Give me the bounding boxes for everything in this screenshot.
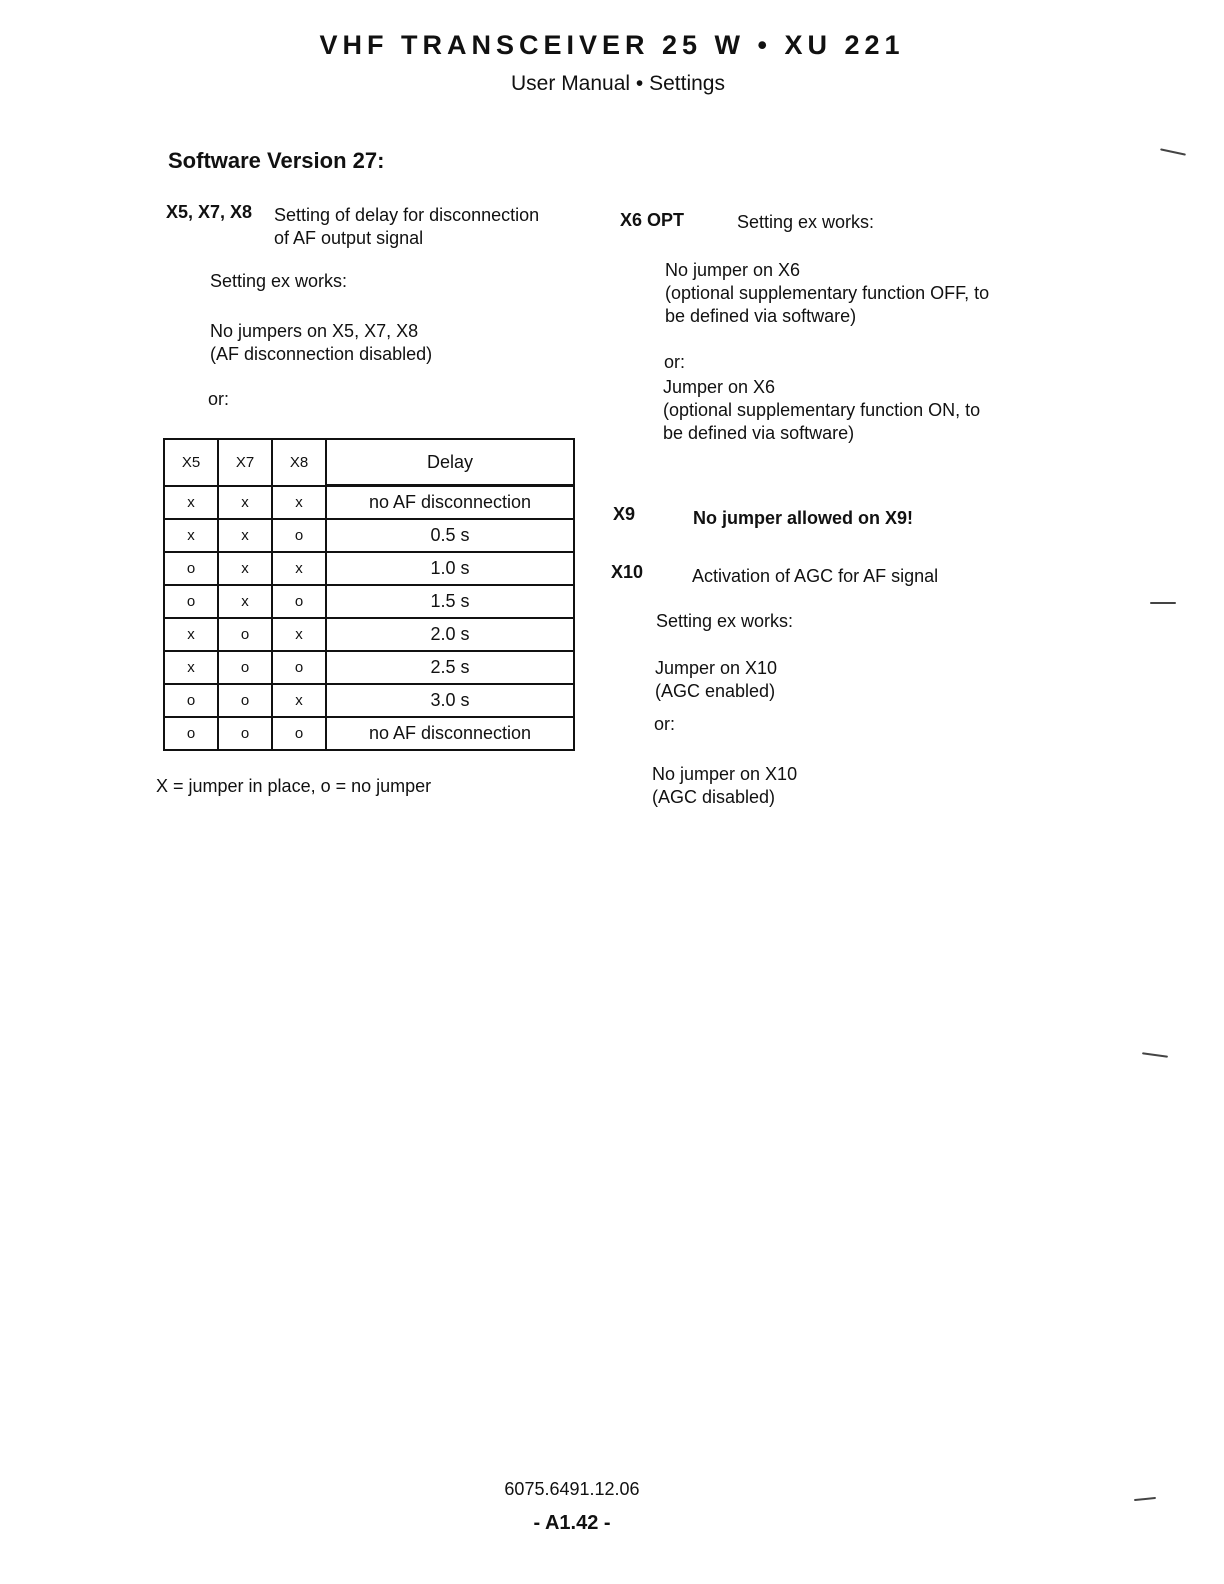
table-cell: 3.0 s [326, 684, 574, 717]
scan-mark [1160, 148, 1186, 155]
table-cell: 0.5 s [326, 519, 574, 552]
table-cell: x [272, 486, 326, 520]
doc-number: 6075.6491.12.06 [504, 1479, 640, 1499]
default-line: (AF disconnection disabled) [210, 344, 433, 364]
table-cell: x [164, 519, 218, 552]
x10-default-setting [655, 657, 777, 703]
delay-table [163, 438, 575, 751]
table-row [164, 684, 574, 717]
x6-opt-label: X6 OPT [620, 210, 685, 230]
description-line: of AF output signal [274, 228, 424, 248]
table-cell: x [164, 618, 218, 651]
x9-text: No jumper allowed on X9! [693, 508, 914, 528]
table-header-cell: Delay [326, 439, 574, 486]
table-cell: o [164, 552, 218, 585]
table-cell: o [218, 717, 272, 750]
table-cell: 2.5 s [326, 651, 574, 684]
table-cell: x [164, 486, 218, 520]
scan-mark [1142, 1052, 1168, 1058]
document-title: VHF TRANSCEIVER 25 W • XU 221 [319, 30, 905, 60]
x10-setting-ex-works: Setting ex works: [656, 611, 794, 631]
x5-x7-x8-description [274, 204, 539, 250]
table-header-cell: X8 [272, 439, 326, 486]
table-cell: o [218, 618, 272, 651]
table-cell: o [218, 651, 272, 684]
x10-default-line: (AGC enabled) [655, 681, 776, 701]
x10-label: X10 [611, 562, 644, 582]
x6-alt-line: (optional supplementary function ON, to [663, 400, 981, 420]
table-cell: 1.5 s [326, 585, 574, 618]
table-cell: x [272, 684, 326, 717]
table-cell: o [272, 519, 326, 552]
table-cell: no AF disconnection [326, 717, 574, 750]
x6-alt-line: Jumper on X6 [663, 377, 776, 397]
x6-default-line: No jumper on X6 [665, 260, 801, 280]
document-subtitle: User Manual • Settings [511, 72, 725, 95]
table-row [164, 552, 574, 585]
x6-default-line: be defined via software) [665, 306, 857, 326]
table-cell: o [164, 585, 218, 618]
x6-alt-setting [663, 376, 980, 445]
x6-default-line: (optional supplementary function OFF, to [665, 283, 990, 303]
x6-setting-ex-works: Setting ex works: [737, 212, 875, 232]
table-row [164, 717, 574, 750]
x10-alt-line: (AGC disabled) [652, 787, 776, 807]
x10-alt-setting [652, 763, 797, 809]
x10-or: or: [654, 714, 676, 734]
table-cell: o [164, 717, 218, 750]
x5-x7-x8-label: X5, X7, X8 [166, 202, 253, 222]
table-header-cell: X7 [218, 439, 272, 486]
page-number: - A1.42 - [533, 1512, 611, 1534]
left-setting-ex-works: Setting ex works: [210, 271, 348, 291]
x6-alt-line: be defined via software) [663, 423, 855, 443]
table-cell: x [272, 618, 326, 651]
x9-label: X9 [613, 504, 636, 524]
x6-or: or: [664, 352, 686, 372]
default-line: No jumpers on X5, X7, X8 [210, 321, 419, 341]
x10-alt-line: No jumper on X10 [652, 764, 798, 784]
table-row [164, 585, 574, 618]
table-cell: o [272, 717, 326, 750]
x6-default-setting [665, 259, 989, 328]
table-cell: o [272, 651, 326, 684]
table-cell: o [272, 585, 326, 618]
table-cell: x [218, 519, 272, 552]
section-title: Software Version 27: [168, 148, 385, 173]
left-default-setting [210, 320, 432, 366]
table-cell: x [218, 552, 272, 585]
table-row [164, 618, 574, 651]
table-cell: x [218, 585, 272, 618]
description-line: Setting of delay for disconnection [274, 205, 540, 225]
table-cell: 1.0 s [326, 552, 574, 585]
table-cell: no AF disconnection [326, 486, 574, 520]
table-row [164, 486, 574, 520]
scan-mark [1150, 602, 1176, 604]
table-legend: X = jumper in place, o = no jumper [156, 776, 432, 796]
table-cell: o [164, 684, 218, 717]
x10-default-line: Jumper on X10 [655, 658, 778, 678]
table-header-cell: X5 [164, 439, 218, 486]
x10-description: Activation of AGC for AF signal [692, 566, 939, 586]
left-or: or: [208, 389, 230, 409]
table-header-row [164, 439, 574, 486]
table-cell: x [218, 486, 272, 520]
table-cell: 2.0 s [326, 618, 574, 651]
table-cell: x [164, 651, 218, 684]
table-cell: o [218, 684, 272, 717]
table-row [164, 651, 574, 684]
table-cell: x [272, 552, 326, 585]
table-row [164, 519, 574, 552]
